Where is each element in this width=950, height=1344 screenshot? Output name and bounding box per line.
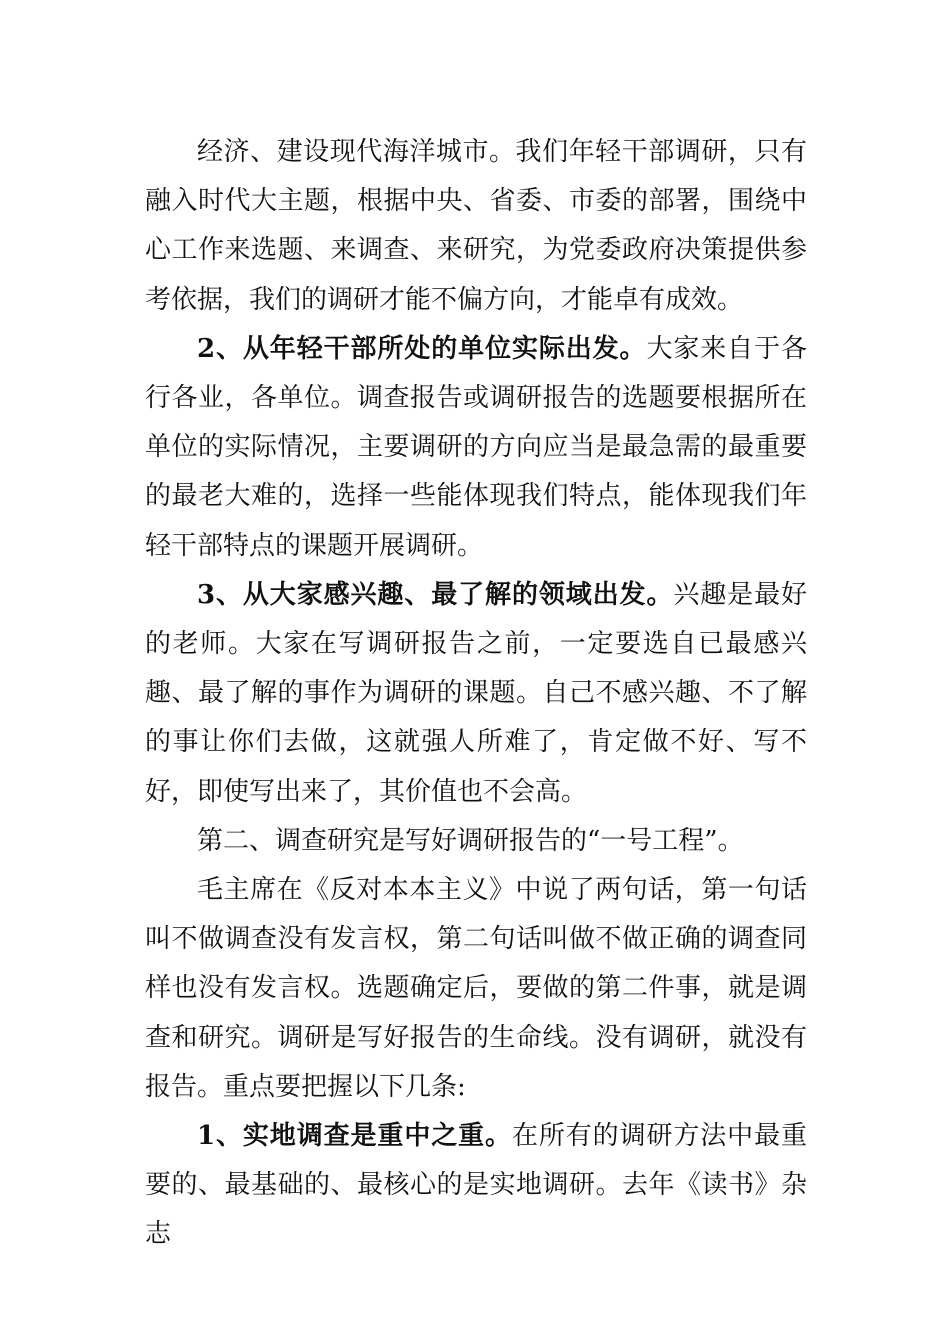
paragraph-text: 大家来自于各行各业，各单位。调查报告或调研报告的选题要根据所在单位的实际情况，主要调研的方向应当是最急需的最重要的最老大难的，选择一些能体现我们特点，能体现我们年轻干部特点的课题开展调研。	[145, 333, 807, 561]
paragraph-text: 毛主席在《反对本本主义》中说了两句话，第一句话叫不做调查没有发言权，第二句话叫做不做正确的调查同样也没有发言权。选题确定后，要做的第二件事，就是调查和研究。调研是写好报告的生命线。没有调研，就没有报告。重点要把握以下几条:	[145, 875, 807, 1102]
paragraph-text: 兴趣是最好的老师。大家在写调研报告之前，一定要选自已最感兴趣、最了解的事作为调研的课题。自己不感兴趣、不了解的事让你们去做，这就强人所难了，肯定做不好、写不好，即使写出来了，其价值也不会高。	[145, 579, 807, 807]
paragraph-text: 在所有的调研方法中最重要的、最基础的、最核心的是实地调研。去年《读书》杂志	[145, 1121, 807, 1250]
paragraph-heading: 1、实地调查是重中之重。	[197, 1121, 512, 1152]
paragraph-heading: 2、从年轻干部所处的单位实际出发。	[197, 333, 647, 364]
section-heading-second	[145, 817, 807, 866]
paragraph-text: 经济、建设现代海洋城市。我们年轻干部调研，只有融入时代大主题，根据中央、省委、市委的部署，围绕中心工作来选题、来调查、来研究，为党委政府决策提供参考依据，我们的调研才能不偏方向，才能卓有成效。	[145, 137, 807, 315]
paragraph-continuation	[145, 128, 807, 325]
paragraph-text: 第二、调查研究是写好调研报告的“一号工程”。	[197, 825, 744, 856]
paragraph-heading: 3、从大家感兴趣、最了解的领域出发。	[197, 579, 674, 610]
paragraph-point-3	[145, 571, 807, 817]
paragraph-point-2	[145, 325, 807, 571]
paragraph-mao-quote	[145, 866, 807, 1112]
document-body	[145, 128, 807, 1260]
paragraph-point-1-field-research	[145, 1112, 807, 1260]
